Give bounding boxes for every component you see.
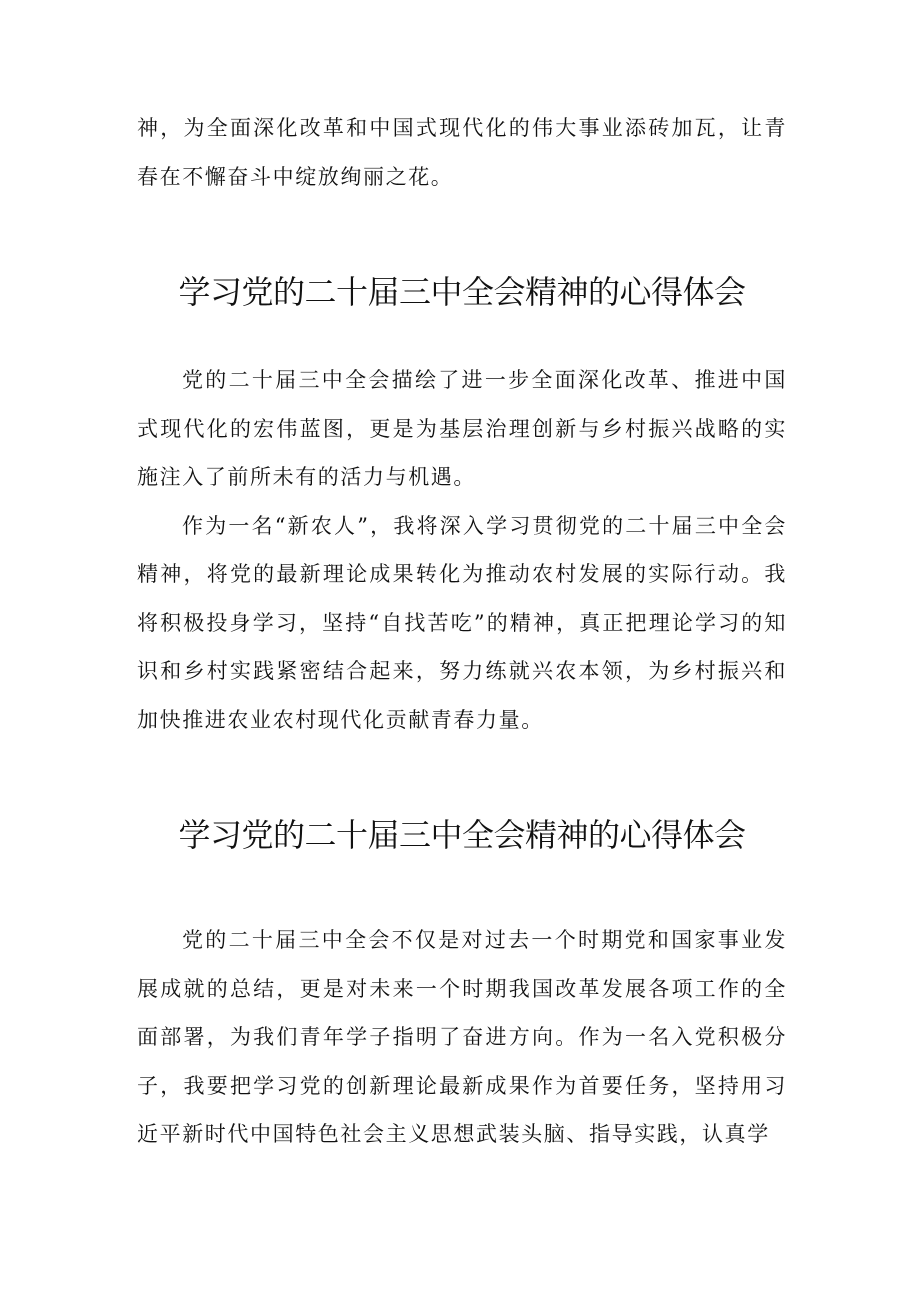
section-heading: 学习党的二十届三中全会精神的心得体会 <box>178 816 746 854</box>
section-heading-wrap <box>137 272 787 312</box>
continued-text-block <box>137 104 787 201</box>
paragraph: 党的二十届三中全会不仅是对过去一个时期党和国家事业发展成就的总结，更是对未来一个时期我国改革发展各项工作的全面部署，为我们青年学子指明了奋进方向。作为一名入党积极分子，我要把学习党的创新理论最新成果作为首要任务，坚持用习近平新时代中国特色社会主义思想武装头脑、指导实践，认真学 <box>137 928 787 1146</box>
paragraph: 党的二十届三中全会描绘了进一步全面深化改革、推进中国式现代化的宏伟蓝图，更是为基层治理创新与乡村振兴战略的实施注入了前所未有的活力与机遇。 <box>137 368 787 489</box>
section-body <box>137 916 787 1159</box>
paragraph: 神，为全面深化改革和中国式现代化的伟大事业添砖加瓦，让青春在不懈奋斗中绽放绚丽之花。 <box>137 116 787 189</box>
paragraph: 作为一名“新农人”，我将深入学习贯彻党的二十届三中全会精神，将党的最新理论成果转化为推动农村发展的实际行动。我将积极投身学习，坚持“自找苦吃”的精神，真正把理论学习的知识和乡村实践紧密结合起来，努力练就兴农本领，为乡村振兴和加快推进农业农村现代化贡献青春力量。 <box>137 513 787 732</box>
section-heading-wrap <box>137 815 787 855</box>
section-body <box>137 356 787 744</box>
section-heading: 学习党的二十届三中全会精神的心得体会 <box>178 273 746 311</box>
